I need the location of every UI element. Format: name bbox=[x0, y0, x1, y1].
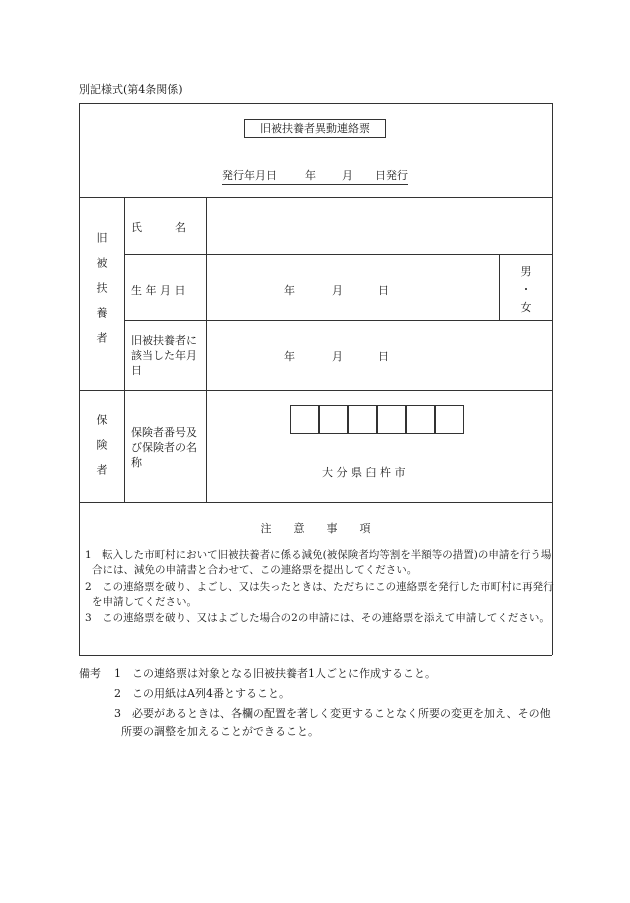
frame-bottom bbox=[79, 655, 552, 656]
insurer-section-header: 保険者 bbox=[95, 414, 108, 489]
gender-female: 女 bbox=[520, 301, 532, 314]
issue-date-year: 年 bbox=[305, 169, 316, 182]
birth-date-label: 生 年 月 日 bbox=[131, 284, 186, 297]
insurer-number-digit-2[interactable] bbox=[319, 405, 348, 434]
insurer-number-digit-1[interactable] bbox=[290, 405, 319, 434]
section-divider-1 bbox=[79, 197, 552, 198]
section-divider-3 bbox=[79, 502, 552, 503]
issue-date-label: 発行年月日 bbox=[222, 169, 277, 182]
insurer-number-digit-5[interactable] bbox=[406, 405, 435, 434]
frame-left bbox=[79, 103, 80, 655]
row-divider-1 bbox=[124, 254, 552, 255]
col-divider-1 bbox=[124, 197, 125, 502]
insurer-number-label: 保険者番号及び保険者の名称 bbox=[131, 426, 197, 469]
insurer-number-digit-4[interactable] bbox=[377, 405, 406, 434]
remark-item-2: 2 この用紙はA列4番とすること。 bbox=[114, 687, 290, 700]
applicable-date-label: 旧被扶養者に該当した年月日 bbox=[131, 334, 197, 377]
note-item-1: 1 転入した市町村において旧被扶養者に係る減免(被保険者均等割を半額等の措置)の申請を行う場合には、減免の申請書と合わせて、この連絡票を提出してください。 bbox=[85, 549, 552, 576]
form-title: 旧被扶養者異動連絡票 bbox=[260, 122, 370, 135]
issue-date-line bbox=[222, 167, 408, 185]
name-label: 氏 名 bbox=[131, 221, 186, 234]
remarks-label: 備考 bbox=[79, 667, 101, 680]
birth-day-unit: 日 bbox=[378, 284, 389, 297]
insured-section-header: 旧被扶養者 bbox=[95, 232, 108, 357]
gender-male: 男 bbox=[520, 265, 532, 278]
gender-separator: ・ bbox=[520, 283, 532, 296]
section-divider-2 bbox=[79, 390, 552, 391]
note-item-2: 2 この連絡票を破り、よごし、又は失ったときは、ただちにこの連絡票を発行した市町村に再発行を申請してください。 bbox=[85, 581, 554, 608]
applicable-day-unit: 日 bbox=[378, 350, 389, 363]
remark-item-3: 3 必要があるときは、各欄の配置を著しく変更することなく所要の変更を加え、その他所要の調整を加えることができること。 bbox=[114, 707, 551, 738]
birth-year-unit: 年 bbox=[284, 284, 295, 297]
applicable-year-unit: 年 bbox=[284, 350, 295, 363]
notes-heading: 注 意 事 項 bbox=[260, 522, 371, 535]
insurer-number-digit-6[interactable] bbox=[435, 405, 464, 434]
row-divider-2 bbox=[124, 320, 552, 321]
form-reference: 別記様式(第4条関係) bbox=[79, 83, 183, 96]
col-divider-2 bbox=[206, 197, 207, 502]
insurer-name: 大 分 県 臼 杵 市 bbox=[322, 466, 406, 479]
frame-top bbox=[79, 103, 552, 104]
title-box bbox=[244, 119, 386, 138]
birth-month-unit: 月 bbox=[332, 284, 343, 297]
insurer-number-digit-3[interactable] bbox=[348, 405, 377, 434]
applicable-month-unit: 月 bbox=[332, 350, 343, 363]
issue-date-day: 日発行 bbox=[375, 169, 408, 182]
remark-item-1: 1 この連絡票は対象となる旧被扶養者1人ごとに作成すること。 bbox=[114, 667, 436, 680]
note-item-3: 3 この連絡票を破り、又はよごした場合の2の申請には、その連絡票を添えて申請してください。 bbox=[85, 612, 550, 624]
issue-date-month: 月 bbox=[342, 169, 353, 182]
